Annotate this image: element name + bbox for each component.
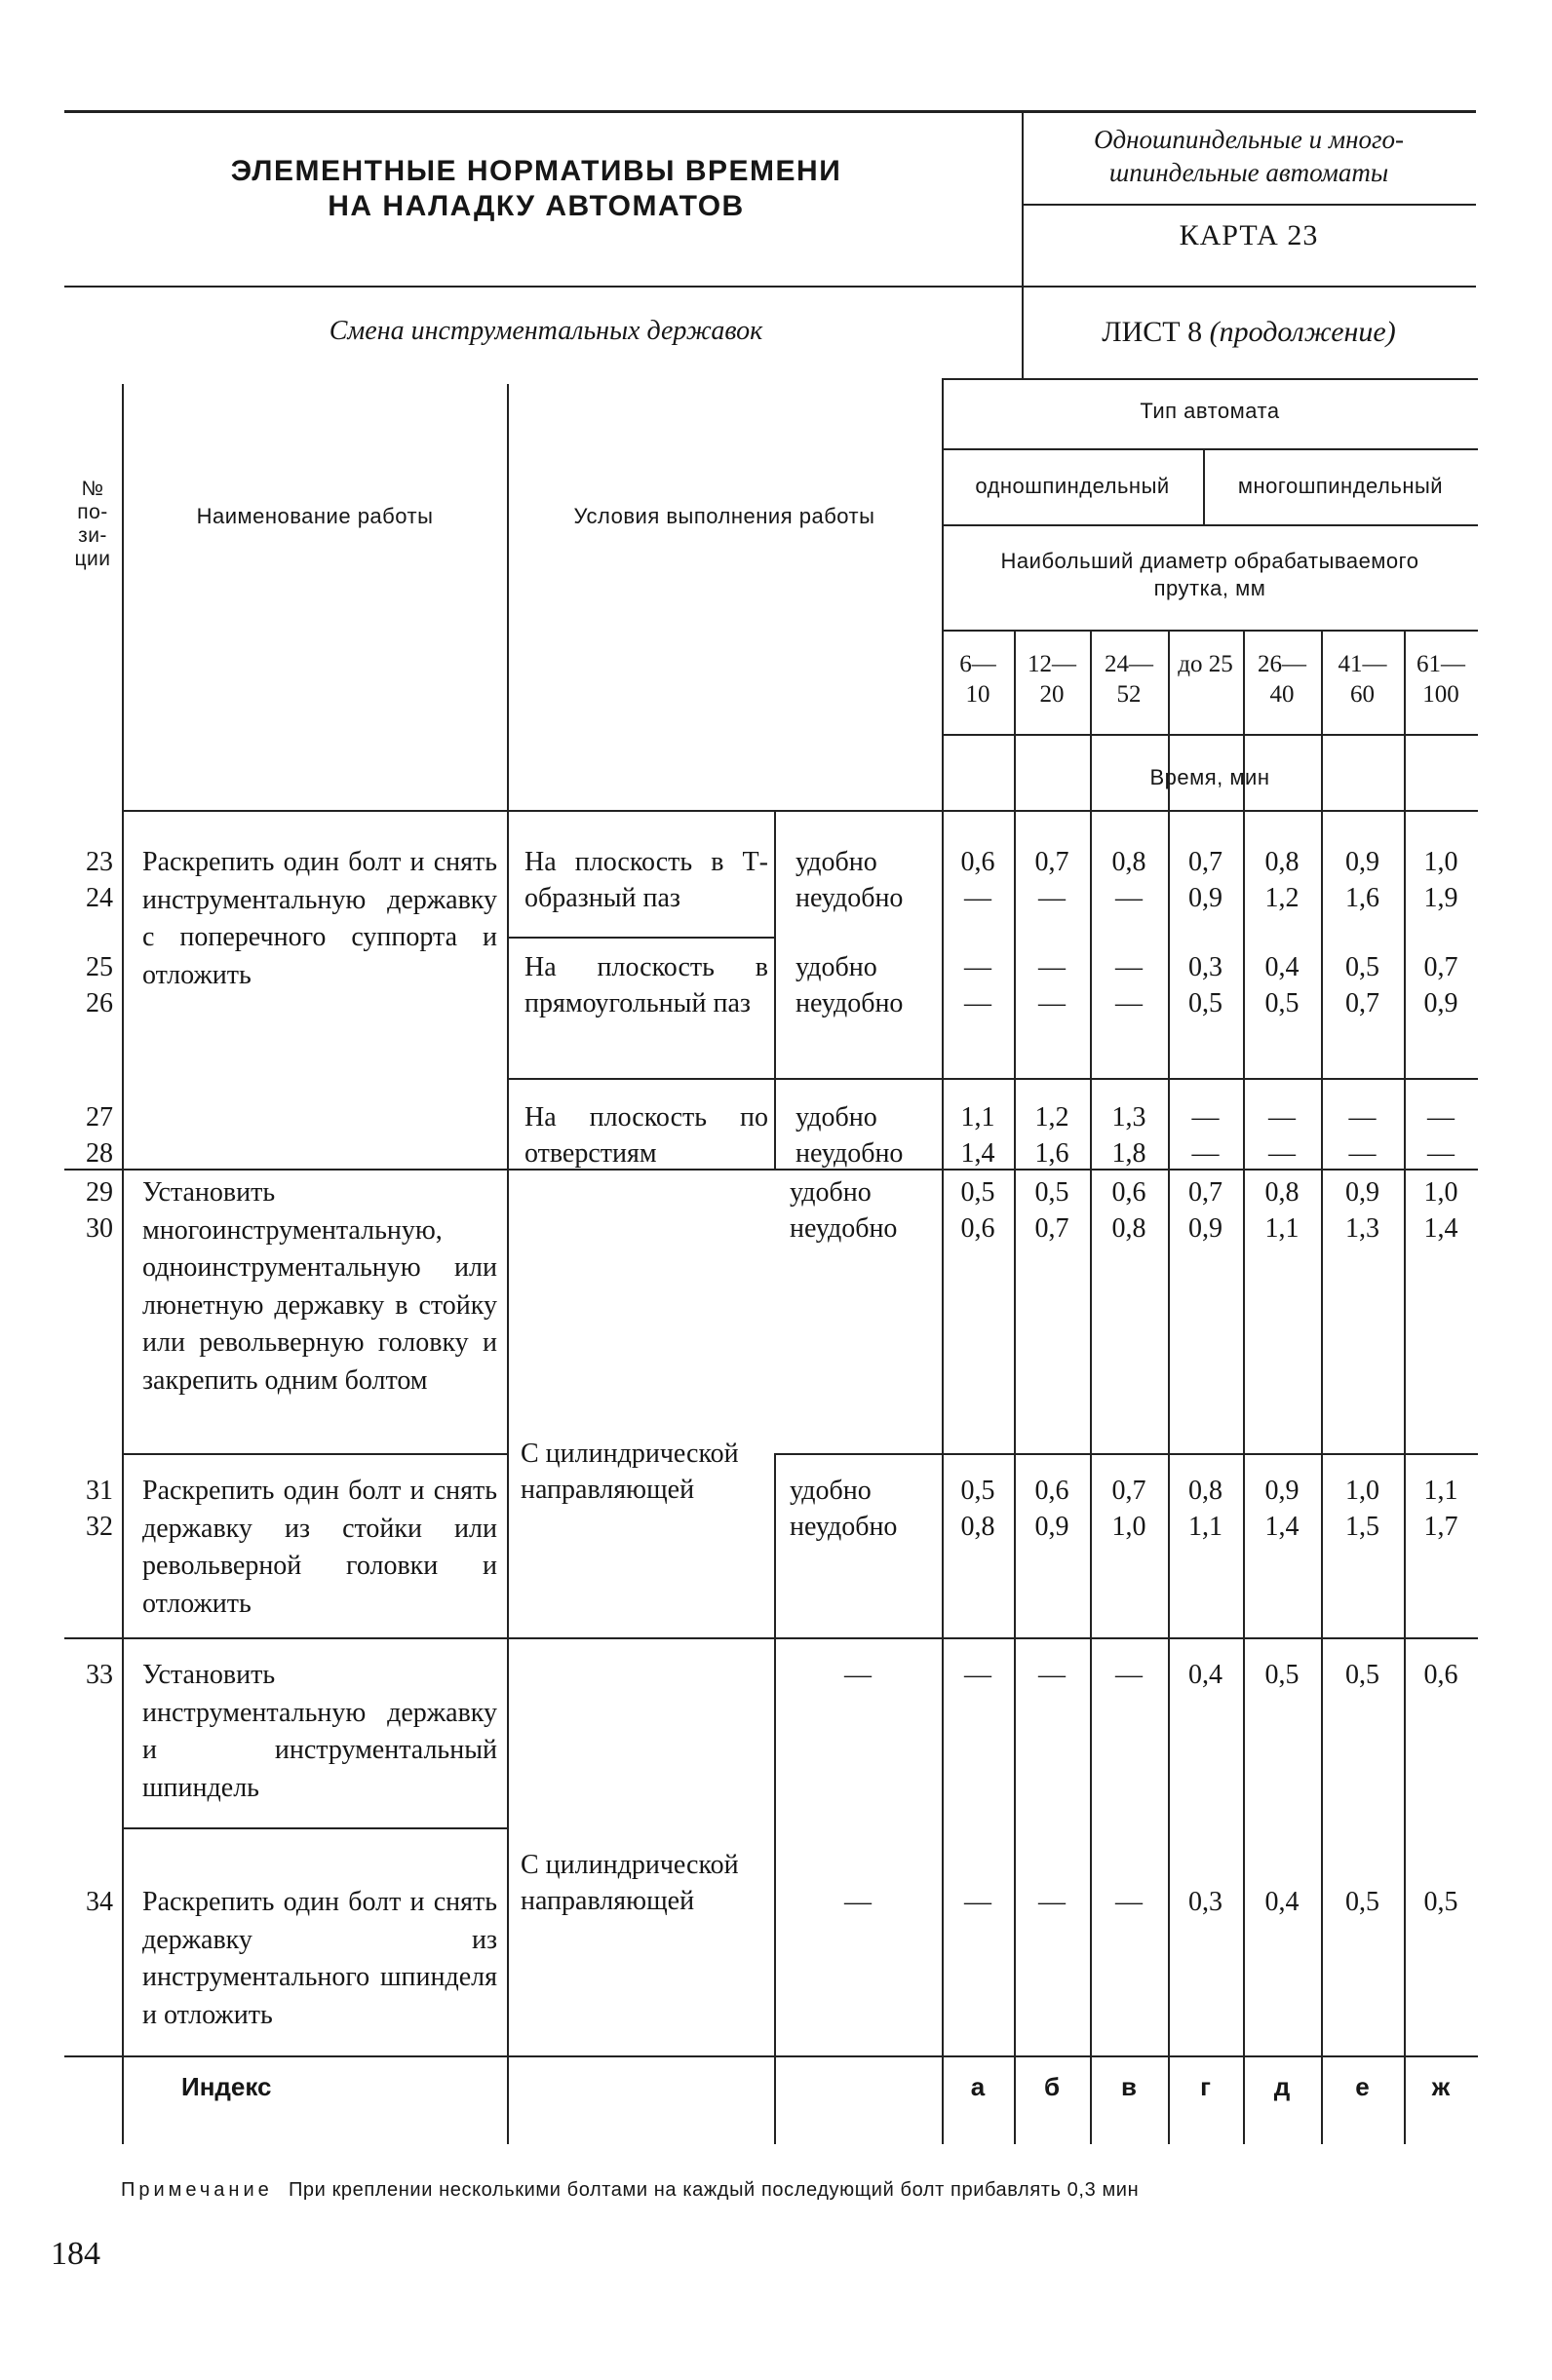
work-name-31-32: Раскрепить один болт и снять державку из стойки или револьверной головки и отложить xyxy=(142,1476,497,1619)
time-value-cell: 0,8 xyxy=(1188,1476,1222,1506)
top-rule xyxy=(64,110,1476,113)
diameter-header-from: 61— xyxy=(1416,651,1465,677)
time-value-cell: 1,0 xyxy=(1111,1512,1146,1542)
convenience-label: удобно xyxy=(795,952,877,982)
position-number: 30 xyxy=(86,1213,113,1244)
diameter-header xyxy=(1014,649,1090,710)
time-value-cell: 1,3 xyxy=(1111,1102,1146,1132)
convenience-31-32 xyxy=(790,1473,940,1545)
time-value-cell: 1,2 xyxy=(1264,883,1300,913)
time-value-cell: 0,5 xyxy=(1264,1660,1300,1690)
index-letter: г xyxy=(1200,2072,1211,2101)
grid-h xyxy=(942,378,1478,380)
time-value-cell: — xyxy=(1115,952,1143,982)
time-value-cell: — xyxy=(964,988,991,1018)
time-value-cell: 0,6 xyxy=(1111,1177,1146,1208)
convenience-label: неудобно xyxy=(795,883,904,913)
convenience-label: неудобно xyxy=(795,988,904,1018)
time-value-cell: — xyxy=(1038,988,1066,1018)
time-value-cell: 0,5 xyxy=(960,1476,995,1506)
grid-h xyxy=(507,1078,1478,1080)
time-value-cell: 1,7 xyxy=(1423,1512,1458,1542)
convenience-label: удобно xyxy=(790,1476,872,1506)
convenience-33: — xyxy=(844,1660,872,1690)
pos-number-header-line: № xyxy=(81,478,104,500)
time-value-cell: 0,4 xyxy=(1264,1887,1300,1917)
convenience-29-30 xyxy=(790,1174,940,1247)
diameter-header-to: 10 xyxy=(965,681,990,708)
diameter-header-to: 52 xyxy=(1116,681,1142,708)
footnote-text: При креплении несколькими болтами на каждый последующий болт прибавлять 0,3 мин xyxy=(288,2179,1140,2201)
title-line-1: ЭЛЕМЕНТНЫЕ НОРМАТИВЫ ВРЕМЕНИ xyxy=(230,155,842,187)
convenience-label: неудобно xyxy=(790,1213,898,1244)
grid-h xyxy=(64,2055,1478,2057)
grid-h-header-end xyxy=(123,810,1478,812)
pos-number-header-line: по- xyxy=(77,501,108,523)
page-number: 184 xyxy=(51,2236,100,2272)
time-value-cell: — xyxy=(1115,883,1143,913)
condition-cylindrical-2: С цилиндрической направляющей xyxy=(521,1850,739,1916)
time-value-cell: 0,5 xyxy=(960,1177,995,1208)
grid-h xyxy=(123,1827,507,1829)
grid-h xyxy=(507,937,774,939)
condition-cylindrical-1: С цилиндрической направляющей xyxy=(521,1439,739,1505)
time-value-cell: — xyxy=(1348,1138,1377,1169)
time-value-cell: 1,6 xyxy=(1034,1138,1069,1169)
machine-type-header: Тип автомата xyxy=(1140,399,1280,423)
time-value-cell: 1,5 xyxy=(1345,1512,1379,1542)
grid-h xyxy=(774,1453,1478,1455)
time-value-cell: 0,6 xyxy=(1034,1476,1069,1506)
time-value-cell: 1,4 xyxy=(1264,1512,1300,1542)
time-value-cell: — xyxy=(1348,1102,1377,1132)
time-value-cell: 1,1 xyxy=(1423,1476,1458,1506)
pos-number-header-line: зи- xyxy=(78,524,107,547)
position-number: 28 xyxy=(86,1138,113,1169)
position-number: 27 xyxy=(86,1102,113,1132)
pos-number-header xyxy=(64,478,121,571)
section-subtitle: Смена инструментальных державок xyxy=(329,316,763,346)
diameter-header-from: 12— xyxy=(1028,651,1076,677)
time-value-cell: — xyxy=(1427,1138,1455,1169)
position-number-34: 34 xyxy=(86,1887,113,1917)
time-value-cell: 0,7 xyxy=(1034,1213,1069,1244)
time-value-cell: 0,7 xyxy=(1345,988,1379,1018)
time-value-cell: 1,4 xyxy=(1423,1213,1458,1244)
time-value-cell: 0,5 xyxy=(1345,952,1379,982)
type-line-1: Одношпиндельные и много- xyxy=(1093,125,1404,154)
footnote-label: Примечание xyxy=(121,2179,273,2201)
convenience-23-24 xyxy=(795,844,940,916)
grid-h xyxy=(942,734,1478,736)
time-value-cell: — xyxy=(1191,1138,1220,1169)
time-value-cell: 0,6 xyxy=(960,847,995,877)
position-numbers-23-26 xyxy=(64,844,113,916)
index-letter: е xyxy=(1355,2072,1370,2101)
time-value-cell: 1,6 xyxy=(1345,883,1379,913)
position-number: 32 xyxy=(86,1512,113,1542)
grid-v-values xyxy=(942,378,944,2144)
index-letter: д xyxy=(1273,2072,1291,2101)
time-value-cell: 0,5 xyxy=(1345,1660,1379,1690)
time-value-cell: — xyxy=(1038,883,1066,913)
position-number: 26 xyxy=(86,988,113,1018)
grid-v-work xyxy=(507,384,509,2144)
grid-h xyxy=(942,630,1478,632)
convenience-label: удобно xyxy=(795,1102,877,1132)
convenience-label: неудобно xyxy=(790,1512,898,1542)
document-title xyxy=(156,154,916,224)
time-value-cell: 0,7 xyxy=(1034,847,1069,877)
time-value-cell: — xyxy=(1115,1887,1143,1917)
time-value-cell: 0,9 xyxy=(1423,988,1458,1018)
position-number: 23 xyxy=(86,847,113,877)
grid-v-pos xyxy=(122,384,124,2144)
index-label: Индекс xyxy=(181,2072,272,2101)
condition-rect-slot: На плоскость в прямоугольный паз xyxy=(524,952,768,1018)
time-value-cell: — xyxy=(1038,1887,1066,1917)
position-numbers-29-30 xyxy=(64,1174,113,1247)
time-value-cell: 0,6 xyxy=(960,1213,995,1244)
position-number: 24 xyxy=(86,883,113,913)
convenience-25-26 xyxy=(795,949,940,1021)
time-value-cell: 0,8 xyxy=(1111,847,1146,877)
diameter-header xyxy=(1243,649,1321,710)
pos-number-header-line: ции xyxy=(74,548,111,570)
max-diameter-header xyxy=(944,548,1476,602)
conditions-header: Условия выполнения работы xyxy=(573,504,875,528)
time-value-cell: 0,8 xyxy=(1264,1177,1300,1208)
time-value-cell: 0,7 xyxy=(1188,847,1222,877)
diameter-header-to: 20 xyxy=(1039,681,1065,708)
position-number: 25 xyxy=(86,952,113,982)
time-value-cell: 0,5 xyxy=(1264,988,1300,1018)
diameter-header-from: 6— xyxy=(959,651,996,677)
max-diameter-line: прутка, мм xyxy=(1153,576,1266,600)
time-value-cell: 1,4 xyxy=(960,1138,995,1169)
time-value-cell: 0,5 xyxy=(1345,1887,1379,1917)
diameter-header xyxy=(1321,649,1404,710)
time-value-cell: — xyxy=(1038,1660,1066,1690)
time-value-cell: 0,3 xyxy=(1188,1887,1222,1917)
sheet-number: ЛИСТ 8 xyxy=(1102,316,1203,348)
index-letter: б xyxy=(1043,2072,1061,2101)
automat-type xyxy=(1022,123,1476,189)
work-name-33: Установить инструментальную державку и инструментальный шпиндель xyxy=(142,1660,497,1803)
time-value-cell: — xyxy=(964,883,991,913)
diameter-header-from: 24— xyxy=(1105,651,1153,677)
header-rule-card xyxy=(1022,204,1476,206)
time-value-cell: 1,0 xyxy=(1423,1177,1458,1208)
time-value-cell: 0,7 xyxy=(1111,1476,1146,1506)
grid-v-conv xyxy=(774,1453,776,2144)
time-value-cell: 0,3 xyxy=(1188,952,1222,982)
convenience-27-28 xyxy=(795,1099,940,1171)
position-numbers-27-28 xyxy=(64,1099,113,1171)
convenience-34: — xyxy=(844,1887,872,1917)
position-number-33: 33 xyxy=(86,1660,113,1690)
convenience-label: неудобно xyxy=(795,1138,904,1169)
diameter-header xyxy=(1168,649,1243,679)
index-letter: а xyxy=(970,2072,986,2101)
diameter-header xyxy=(942,649,1014,710)
time-value-cell: 0,7 xyxy=(1423,952,1458,982)
max-diameter-line: Наибольший диаметр обрабатываемого xyxy=(1000,549,1419,573)
time-value-cell: 0,4 xyxy=(1264,952,1300,982)
time-value-cell: 1,3 xyxy=(1345,1213,1379,1244)
diameter-header-to: 40 xyxy=(1269,681,1295,708)
position-number: 31 xyxy=(86,1476,113,1506)
time-value-cell: 0,5 xyxy=(1034,1177,1069,1208)
time-value-cell: 0,9 xyxy=(1345,847,1379,877)
work-name-34: Раскрепить один болт и снять державку из инструментального шпинделя и отложить xyxy=(142,1887,497,2030)
grid-h xyxy=(123,1453,507,1455)
time-value-cell: 0,4 xyxy=(1188,1660,1222,1690)
diameter-header xyxy=(1090,649,1168,710)
diameter-header-from: 26— xyxy=(1258,651,1306,677)
footnote xyxy=(121,2179,1486,2202)
time-value-cell: 1,0 xyxy=(1423,847,1458,877)
time-value-cell: 1,1 xyxy=(1188,1512,1222,1542)
position-numbers-31-32 xyxy=(64,1473,113,1545)
time-value-cell: — xyxy=(1427,1102,1455,1132)
time-value-cell: 0,6 xyxy=(1423,1660,1458,1690)
position-numbers-25-26 xyxy=(64,949,113,1021)
time-unit-header: Время, мин xyxy=(1149,765,1270,789)
time-value-cell: 0,7 xyxy=(1188,1177,1222,1208)
sheet-suffix: (продолжение) xyxy=(1209,316,1396,348)
time-value-cell: 0,9 xyxy=(1188,1213,1222,1244)
time-value-cell: — xyxy=(1268,1102,1296,1132)
multi-spindle-header: многошпиндельный xyxy=(1237,474,1444,498)
condition-t-slot: На плоскость в Т-образный паз xyxy=(524,847,768,913)
time-value-cell: — xyxy=(1115,1660,1143,1690)
diameter-header-from: 41— xyxy=(1338,651,1387,677)
work-name-23-28: Раскрепить один болт и снять инструментальную державку с поперечного суппорта и отложить xyxy=(142,847,497,990)
time-value-cell: 0,8 xyxy=(1264,847,1300,877)
time-value-cell: — xyxy=(964,1660,991,1690)
grid-h xyxy=(942,448,1478,450)
time-value-cell: 0,9 xyxy=(1264,1476,1300,1506)
time-value-cell: 1,8 xyxy=(1111,1138,1146,1169)
time-value-cell: 1,9 xyxy=(1423,883,1458,913)
grid-v-conv xyxy=(774,810,776,1169)
time-value-cell: 1,1 xyxy=(960,1102,995,1132)
time-value-cell: 0,9 xyxy=(1345,1177,1379,1208)
time-value-cell: — xyxy=(964,952,991,982)
time-value-cell: — xyxy=(1115,988,1143,1018)
time-value-cell: 1,0 xyxy=(1345,1476,1379,1506)
time-value-cell: — xyxy=(1268,1138,1296,1169)
position-number: 29 xyxy=(86,1177,113,1208)
work-name-29-30: Установить многоинструментальную, одноинструментальную или люнетную державку в стойку или револьверную головку и закрепить одним болтом xyxy=(142,1177,497,1396)
grid-h xyxy=(942,524,1478,526)
grid-h xyxy=(64,1637,1478,1639)
title-line-2: НА НАЛАДКУ АВТОМАТОВ xyxy=(328,190,745,222)
convenience-label: удобно xyxy=(795,847,877,877)
sheet-label xyxy=(1022,314,1476,351)
time-value-cell: 0,8 xyxy=(1111,1213,1146,1244)
header-rule-mid xyxy=(64,286,1476,288)
time-value-cell: 1,2 xyxy=(1034,1102,1069,1132)
time-value-cell: 0,8 xyxy=(960,1512,995,1542)
time-value-cell: — xyxy=(1191,1102,1220,1132)
convenience-label: удобно xyxy=(790,1177,872,1208)
card-number: КАРТА 23 xyxy=(1179,219,1319,251)
diameter-header-to: 60 xyxy=(1350,681,1375,708)
work-name-header: Наименование работы xyxy=(196,504,434,528)
single-spindle-header: одношпиндельный xyxy=(975,474,1170,498)
time-value-cell: 0,5 xyxy=(1188,988,1222,1018)
diameter-header-to: 100 xyxy=(1422,681,1459,708)
index-letter: в xyxy=(1121,2072,1137,2101)
diameter-header-from: до 25 xyxy=(1178,651,1233,677)
time-value-cell: — xyxy=(964,1887,991,1917)
time-value-cell: 1,1 xyxy=(1264,1213,1300,1244)
time-value-cell: — xyxy=(1038,952,1066,982)
diameter-header xyxy=(1404,649,1478,710)
time-value-cell: 0,5 xyxy=(1423,1887,1458,1917)
index-letter: ж xyxy=(1431,2072,1451,2101)
condition-holes: На плоскость по отверстиям xyxy=(524,1102,768,1169)
time-value-cell: 0,9 xyxy=(1034,1512,1069,1542)
type-line-2: шпиндельные автоматы xyxy=(1108,158,1389,187)
time-value-cell: 0,9 xyxy=(1188,883,1222,913)
